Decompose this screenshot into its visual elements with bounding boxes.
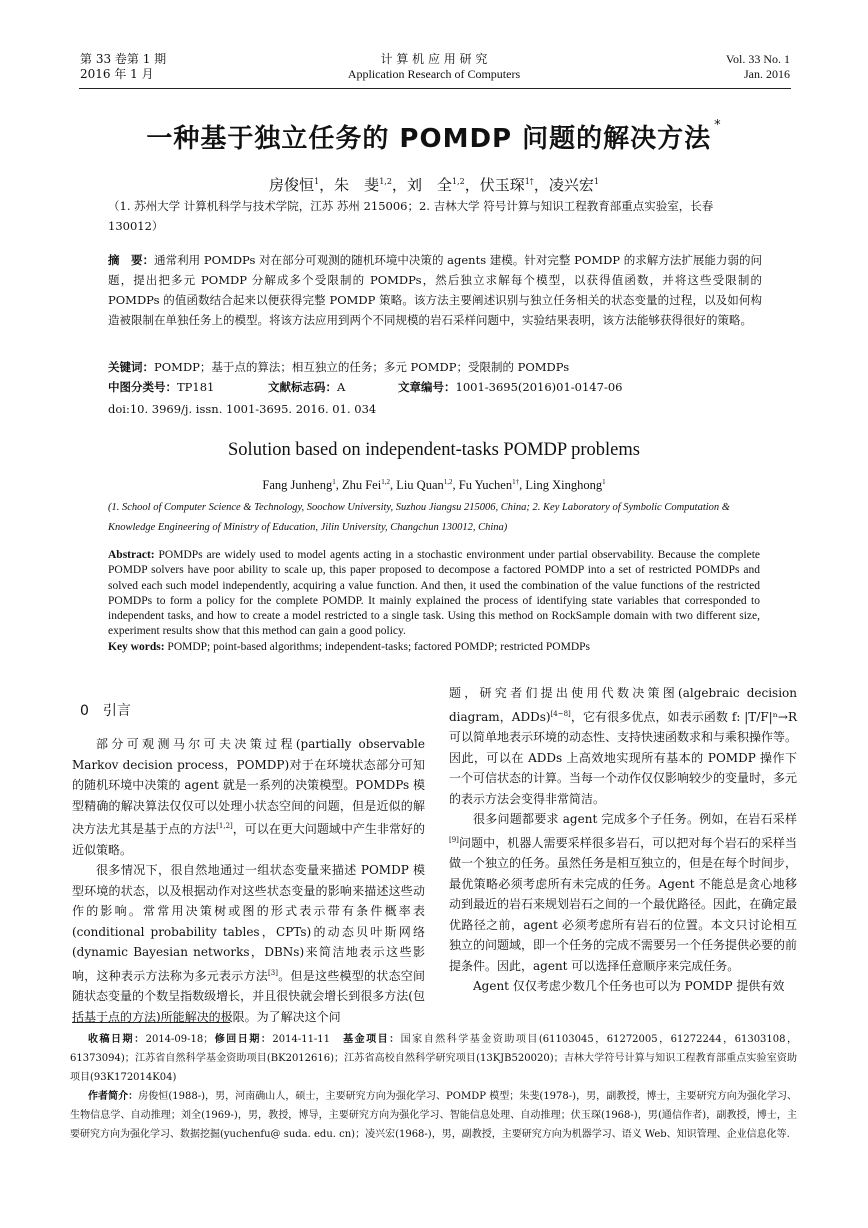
para-text: 很多情况下，很自然地通过一组状态变量来描述 POMDP 模型环境的状态，以及根据动作对这些状态变量的影响来描述这些动作的影响。常常用决策树或图的形式表示带有条件概率表(conditional probability tables，CPTs)的动态贝叶斯网络(dynamic Bayesian networks，DBNs)来简洁地表示这些影响，这种表示方法称为多元表示方法 — [72, 863, 425, 983]
author-separator: ， — [464, 176, 480, 194]
paragraph — [449, 683, 797, 809]
paragraph — [449, 809, 797, 976]
footnote-dates-funding — [70, 1030, 797, 1087]
author-name: 房俊恒 — [269, 176, 315, 194]
journal-name-cn: 计 算 机 应 用 研 究 — [380, 52, 488, 66]
received-date: 2014-09-18； — [145, 1034, 214, 1045]
keywords-label: 关键词： — [108, 360, 154, 374]
journal-name-en: Application Research of Computers — [347, 67, 521, 81]
doccode-value: A — [337, 380, 346, 394]
citation: [9] — [449, 835, 459, 844]
bio-text: 房俊恒(1988-)，男，河南确山人，硕士，主要研究方向为强化学习、POMDP 模型；朱斐(1978-)，男，副教授，博士，主要研究方向为强化学习、生物信息学、自动推理；刘全(1969-)，男，教授，博导，主要研究方向为强化学习、智能信息处理、自动推理；伏玉琛(1968-)，男(通信作者)，副教授，博士，主要研究方向为强化学习、数据挖掘(yuchenfu@ suda. edu. cn)；凌兴宏(1968-)，男，副教授，主要研究方向为机器学习、语义 Web、知识管理、企业信息化等. — [70, 1091, 797, 1140]
author-affiliation-mark: 1† — [512, 478, 520, 486]
citation: [3] — [268, 968, 278, 977]
author-separator: ， — [533, 176, 549, 194]
article-no-value: 1001-3695(2016)01-0147-06 — [455, 380, 623, 394]
issue-date-en: Jan. 2016 — [744, 67, 790, 81]
english-affiliation: (1. School of Computer Science & Technology, Soochow University, Suzhou Jiangsu 215006, China; 2. Key Laboratory of Symbolic Computation & Knowledge Engineering of Ministry of Education, Jilin University, Changchun 130012, China) — [108, 502, 730, 533]
bio-label: 作者简介： — [88, 1091, 139, 1102]
fund-text: 国家自然科学基金资助项目(61103045，61272005，61272244，61303108，61373094)；江苏省自然科学基金资助项目(BK2012616)；江苏省高校自然科学研究项目(13KJB520020)；吉林大学符号计算与知识工程教育部重点实验室资助项目(93K172014K04) — [70, 1034, 798, 1083]
article-no-line — [398, 377, 622, 397]
issue-date: 2016 年 1 月 — [80, 67, 154, 81]
volume-issue-en: Vol. 33 No. 1 — [725, 52, 790, 66]
fund-label: 基金项目： — [343, 1034, 401, 1045]
paragraph: Agent 仅仅考虑少数几个任务也可以为 POMDP 提供有效 — [473, 979, 785, 993]
clc-line — [108, 377, 214, 397]
paper-title — [0, 118, 868, 155]
author-affiliation-mark: 1,2 — [379, 177, 392, 186]
journal-volume-en — [726, 52, 790, 82]
author-affiliation-mark: 1,2 — [451, 177, 465, 186]
author-separator: , — [519, 478, 526, 493]
keywords-line — [108, 357, 762, 377]
para-text: 部分可观测马尔可夫决策过程(partially observable Markov decision process，POMDP)对于在环境状态部分可知的随机环境中决策的 agent 就是一系列的决策模型。POMDPs 模型精确的解决算法仅仅可以处理小状态空间的问题，但是近似的解决方法尤其是基于点的方法 — [72, 737, 425, 836]
title-footnote-mark: * — [714, 118, 722, 133]
section-heading-intro: 0 引言 — [80, 703, 131, 719]
author-separator: ， — [391, 176, 407, 194]
revised-date: 2014-11-11 — [272, 1034, 344, 1045]
doccode-label: 文献标志码： — [268, 380, 337, 394]
paragraph — [72, 734, 425, 860]
right-column — [449, 683, 797, 997]
para-text: ，可以在更大问题域中产生非常好的近似策略。 — [72, 822, 425, 857]
english-abstract-block — [108, 548, 760, 655]
paragraph — [72, 860, 425, 1027]
citation: [1,2] — [216, 822, 233, 830]
received-label: 收稿日期： — [88, 1034, 146, 1045]
clc-value: TP181 — [177, 380, 215, 394]
author-name: 伏玉琛 — [479, 176, 525, 194]
article-no-label: 文章编号： — [398, 380, 456, 394]
author-list — [0, 174, 868, 195]
author-affiliation-mark: 1,2 — [443, 478, 453, 486]
author-affiliation-mark: 1† — [524, 177, 534, 186]
revised-label: 修回日期： — [213, 1034, 273, 1045]
author-separator: , — [335, 478, 342, 493]
doccode-line — [268, 377, 345, 397]
author-name: Ling Xinghong — [525, 478, 603, 493]
english-title: Solution based on independent-tasks POMDP problems — [228, 440, 640, 460]
para-text: ，它有很多优点，如表示函数 f: |T/F|ⁿ→R 可以简单地表示环境的动态性、支持快速函数求和与乘积操作等。因此，可以在 ADDs 上高效地实现所有基本的 POMDP 操作下一个可信状态的计算。当每一个动作仅仅影响较少的变量时，多元的表示方法会变得非常简洁。 — [449, 709, 798, 806]
footnote-rule — [72, 1022, 230, 1023]
title-text: 一种基于独立任务的 POMDP 问题的解决方法 — [146, 124, 712, 154]
footnote-bio — [70, 1087, 797, 1144]
para-text: 题，研究者们提出使用代数决策图(algebraic decision diagram，ADDs) — [449, 686, 797, 724]
english-abstract-label: Abstract: — [108, 549, 155, 561]
english-keywords-label: Key words: — [108, 640, 165, 653]
author-separator: , — [389, 478, 397, 493]
author-name: Fang Junheng — [262, 478, 333, 493]
english-author-list — [0, 478, 868, 493]
author-name: Zhu Fei — [341, 478, 382, 493]
english-abstract-text: POMDPs are widely used to model agents acting in a stochastic environment under partial observability. Because the complete POMDP solvers have poor ability to scale up, this paper proposed to decompose a factored POMDP into a set of restricted POMDPs and solved each such model independently, acquiring a value function. And then, it used the combination of the value functions of the restricted POMDPs to form a policy for the complete POMDP. It mainly explained the process of identifying state variables that corresponded to independent tasks, and how to create a model restricted to a single task. Using this method on RockSample domain with two different size, experiment results show that this method can gain a good policy. — [108, 549, 760, 638]
abstract-block — [108, 250, 762, 330]
para-text: 问题中，机器人需要采样很多岩石，可以把对每个岩石的采样当做一个独立的任务。虽然任务是相互独立的，但是在每个时间步，最优策略必须考虑所有未完成的任务。Agent 不能总是贪心地移动到最近的岩石来规划岩石之间的一个最优路径。因此，在确定最优路径之前，agent 必须考虑所有岩石的位置。本文只讨论相互独立的问题域，即一个任务的完成不需要另一个任务提供必要的前提条件。因此，agent 可以选择任意顺序来完成任务。 — [449, 835, 798, 973]
english-keywords-text: POMDP; point-based algorithms; independent-tasks; factored POMDP; restricted POMDPs — [167, 640, 591, 653]
journal-volume — [80, 52, 166, 82]
doi-line: doi:10. 3969/j. issn. 1001-3695. 2016. 01. 034 — [108, 402, 377, 416]
header-rule — [79, 88, 791, 89]
left-column — [72, 734, 425, 1027]
author-affiliation-mark: 1 — [602, 478, 606, 486]
author-name: 凌兴宏 — [548, 176, 594, 194]
citation: [4~8] — [550, 709, 571, 718]
volume-issue: 第 33 卷第 1 期 — [80, 52, 167, 66]
author-name: Liu Quan — [396, 478, 444, 493]
keywords-text: POMDP；基于点的算法；相互独立的任务；多元 POMDP；受限制的 POMDPs — [154, 360, 570, 374]
journal-name — [280, 52, 588, 82]
author-name: 刘 全 — [406, 176, 452, 194]
author-name: Fu Yuchen — [458, 478, 513, 493]
para-text: 。但是这些模型的状态空间随状态变量的个数呈指数级增长，并且很快就会增长到很多方法(包括基于点的方法)所能解决的极限。为了解决这个问 — [72, 968, 425, 1024]
author-separator: ， — [319, 176, 335, 194]
abstract-label: 摘 要： — [108, 253, 155, 267]
author-separator: , — [452, 478, 459, 493]
author-affiliation-mark: 1 — [593, 177, 599, 186]
clc-label: 中图分类号： — [108, 380, 177, 394]
author-affiliation-mark: 1 — [314, 177, 320, 186]
abstract-text: 通常利用 POMDPs 对在部分可观测的随机环境中决策的 agents 建模。针对完整 POMDP 的求解方法扩展能力弱的问题，提出把多元 POMDP 分解成多个受限制的 POMDPs，然后独立求解每个模型，以获得值函数，并将这些受限制的 POMDPs 的值函数结合起来以便获得完整 POMDP 策略。该方法主要阐述识别与独立任务相关的状态变量的过程，以及如何构造被限制在单独任务上的模型。将该方法应用到两个不同规模的岩石采样问题中，实验结果表明，该方法能够获得很好的策略。 — [108, 253, 762, 327]
author-affiliation-mark: 1,2 — [381, 478, 390, 486]
affiliation: （1. 苏州大学 计算机科学与技术学院，江苏 苏州 215006；2. 吉林大学 符号计算与知识工程教育部重点实验室，长春 130012） — [108, 199, 714, 233]
author-name: 朱 斐 — [334, 176, 380, 194]
author-affiliation-mark: 1 — [332, 478, 336, 486]
para-text: 很多问题都要求 agent 完成多个子任务。例如，在岩石采样 — [473, 812, 797, 826]
